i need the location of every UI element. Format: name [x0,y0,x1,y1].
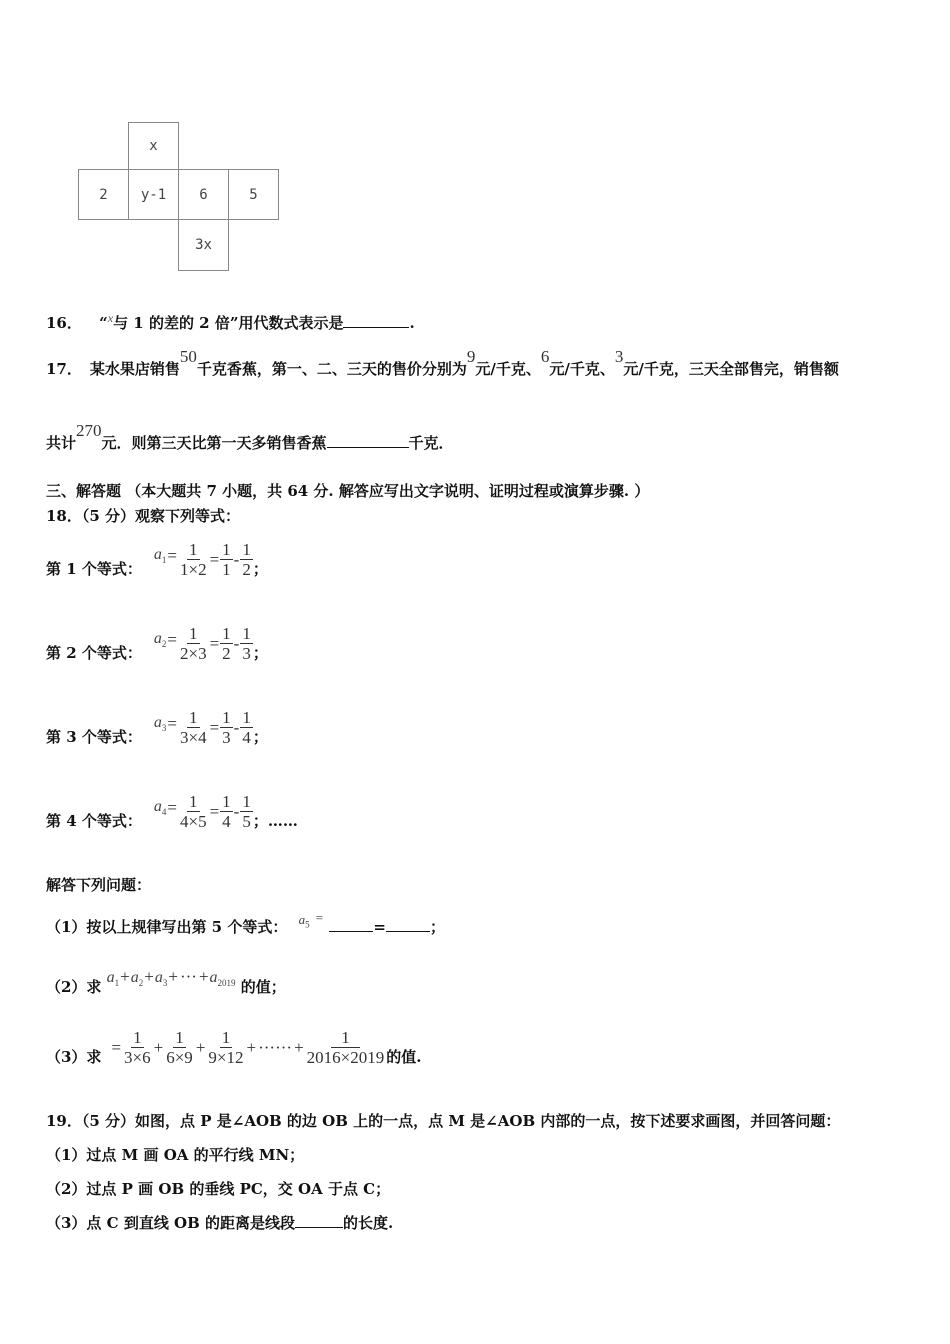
q17-n3: 3 [614,347,624,366]
q19-part-1: （1）过点 M 画 OA 的平行线 MN； [46,1146,305,1164]
q17-n9: 9 [466,347,476,366]
part1-var: $a_5$ [298,912,310,930]
net-cell-1: 2 [78,169,129,220]
part1-end: ； [429,918,445,936]
q16-open-quote: “ [99,314,108,332]
q17-text-1: 某水果店销售 [89,360,180,378]
part3-frac-1: $\frac{1}{3\times 6}$ [124,1028,151,1067]
part3-end: 的值. [386,1047,422,1066]
eq-frac-1: $\frac{1}{3\times 4}$ [179,708,207,747]
eq-var: $a_2$ [153,630,167,650]
eq-frac-2: $\frac{1}{4}$ [222,792,231,831]
q19-part-3-end: 的长度. [343,1214,394,1232]
q17-n6: 6 [540,347,550,366]
q17-number: 17． [46,360,82,378]
q16-number: 16． [46,314,82,332]
q17-text-8: 千克． [408,434,454,452]
eq-label: 第 4 个等式： [46,811,142,830]
question-19-head: 19．（5 分）如图，点 P 是∠AOB 的边 OB 上的一点，点 M 是∠AOB 内部的一点，按下述要求画图，并回答问题： [46,1112,841,1130]
question-17-line2 [46,421,454,453]
part3-frac-2: $\frac{1}{6\times 9}$ [166,1028,193,1067]
eq-tail: ；…… [252,811,298,830]
eq-tail: ； [252,559,268,578]
part3-text: （3）求 [46,1047,102,1066]
eq-label: 第 3 个等式： [46,727,142,746]
eq-frac-3: $\frac{1}{4}$ [242,708,251,747]
eq-var: $a_4$ [153,798,167,818]
answer-heading: 解答下列问题： [46,876,152,894]
question-17-line1 [46,347,839,379]
part3-frac-3: $\frac{1}{9\times 12}$ [208,1028,244,1067]
q18-equation-3: 第 3 个等式： $a_3$ = $\frac{1}{3\times 4}$ = $\frac{1}{3}$ - $\frac{1}{4}$ ； [46,708,268,747]
q17-text-4: 元/千克、 [549,360,615,378]
eq-var: $a_3$ [153,714,167,734]
net-cell-bottom: 3x [178,219,229,271]
eq-frac-3: $\frac{1}{3}$ [242,624,251,663]
net-cell-2: y-1 [128,169,179,220]
q17-text-7: 元．则第三天比第一天多销售香蕉 [101,434,327,452]
q19-part-3 [46,1212,393,1233]
q19-part-3-text: （3）点 C 到直线 OB 的距离是线段 [46,1214,296,1232]
part3-dots: ······ [258,1038,293,1057]
eq-frac-2: $\frac{1}{2}$ [222,624,231,663]
q16-answer-blank[interactable] [343,326,409,328]
eq-label: 第 1 个等式： [46,559,142,578]
part1-equals: = [315,910,324,925]
q19-part-2: （2）过点 P 画 OB 的垂线 PC，交 OA 于点 C； [46,1180,391,1198]
part1-text: （1）按以上规律写出第 5 个等式： [46,918,288,936]
part2-end: 的值； [240,978,286,996]
eq-frac-1: $\frac{1}{1\times 2}$ [179,540,207,579]
q16-var: x [107,311,114,325]
eq-tail: ； [252,643,268,662]
eq-frac-1: $\frac{1}{2\times 3}$ [179,624,207,663]
part1-mid: = [373,918,386,936]
q18-equation-2: 第 2 个等式： $a_2$ = $\frac{1}{2\times 3}$ = $\frac{1}{2}$ - $\frac{1}{3}$ ； [46,624,268,663]
eq-frac-2: $\frac{1}{3}$ [222,708,231,747]
eq-frac-3: $\frac{1}{2}$ [242,540,251,579]
net-cell-4: 5 [228,169,279,220]
q19-answer-blank[interactable] [295,1226,343,1228]
q18-part-1 [46,910,445,938]
net-cell-top: x [128,122,179,170]
eq-frac-1: $\frac{1}{4\times 5}$ [179,792,207,831]
part1-blank-1[interactable] [329,930,373,932]
q17-text-3: 元/千克、 [475,360,541,378]
q18-equation-4: 第 4 个等式： $a_4$ = $\frac{1}{4\times 5}$ = $\frac{1}{4}$ - $\frac{1}{5}$ ；…… [46,792,298,831]
question-16 [46,312,415,333]
eq-label: 第 2 个等式： [46,643,142,662]
q17-text-6: 共计 [46,434,77,452]
q18-equation-1: 第 1 个等式： $a_1$ = $\frac{1}{1\times 2}$ = $\frac{1}{1}$ - $\frac{1}{2}$ ； [46,540,268,579]
net-cell-3: 6 [178,169,229,220]
eq-frac-3: $\frac{1}{5}$ [242,792,251,831]
q18-part-2 [46,967,286,998]
part1-blank-2[interactable] [386,930,430,932]
question-18-head: 18．（5 分）观察下列等式： [46,507,241,525]
q17-n50: 50 [179,347,197,366]
q16-text: 与 1 的差的 2 倍”用代数式表示是 [113,314,344,332]
eq-tail: ； [252,727,268,746]
part2-text: （2）求 [46,978,102,996]
q17-text-2: 千克香蕉，第一、二、三天的售价分别为 [196,360,467,378]
q16-end: . [409,314,415,332]
q17-n270: 270 [76,421,102,440]
eq-var: $a_1$ [153,546,167,566]
q17-answer-blank[interactable] [327,446,409,448]
section-3-header: 三、解答题 （本大题共 7 小题，共 64 分. 解答应写出文字说明、证明过程或演算步骤. ） [46,482,650,500]
part2-expression: $a_1+a_2+a_3+$ ··· $+a_{2019}$ [106,967,236,989]
q17-text-5: 元/千克，三天全部售完，销售额 [623,360,839,378]
part3-frac-4: $\frac{1}{2016\times 2019}$ [306,1028,385,1067]
eq-frac-2: $\frac{1}{1}$ [222,540,231,579]
q18-part-3: （3）求 = $\frac{1}{3\times 6}$ + $\frac{1}{6\times 9}$ + $\frac{1}{9\times 12}$ + ······ + $\frac{1}{2016\times 2019}$ 的值. [46,1028,422,1067]
